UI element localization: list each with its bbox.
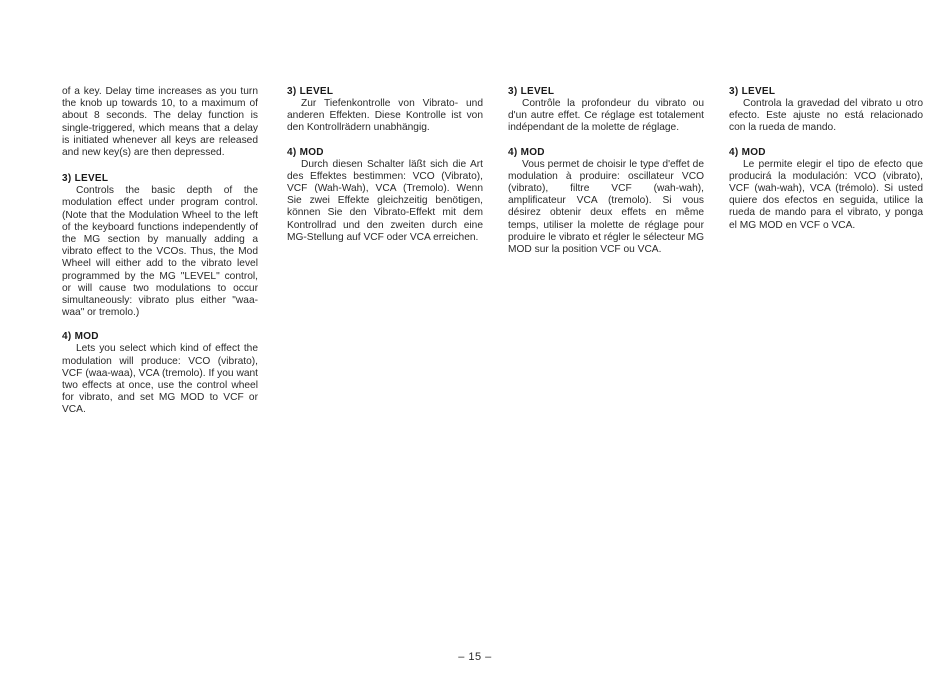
- spanish-level-heading: 3) LEVEL: [729, 86, 776, 97]
- spanish-level-text: Controla la gravedad del vibrato u otro efecto. Este ajuste no está relacionado con la rueda de mando.: [729, 98, 923, 134]
- german-column: [287, 86, 483, 256]
- delay-continuation: [62, 86, 258, 159]
- french-column: [508, 86, 704, 268]
- english-level-text: Controls the basic depth of the modulation effect under program control. (Note that the Modulation Wheel to the left of the keyboard functions independently of the MG section by manually adding a vibrato effect to the VCOs. Thus, the Mod Wheel will either add to the vibrato level programmed by the MG "LEVEL" control, or will cause two modulations to occur simultaneously: vibrato plus either "waa-waa" or tremolo.): [62, 185, 258, 319]
- german-level-text: Zur Tiefenkontrolle von Vibrato- und anderen Effekten. Diese Kontrolle ist von den Kontrollrädern unabhängig.: [287, 98, 483, 134]
- french-mod-text: Vous permet de choisir le type d'effet de modulation à produire: oscillateur VCO (vibrato), filtre VCF (wah-wah), amplificateur VCA (tremolo). Si vous désirez obtenir deux effets en même temps, utiliser la molette de réglage pour produire le vibrato et régler le sélecteur MG MOD sur la position VCF ou VCA.: [508, 158, 704, 256]
- spanish-column: [729, 86, 923, 244]
- delay-continuation-text: of a key. Delay time increases as you turn the knob up towards 10, to a maximum of about 8 seconds. The delay function is single-triggered, which means that a delay is initiated whenever all keys are released and new key(s) are then depressed.: [62, 86, 258, 159]
- spanish-level-section: [729, 86, 923, 135]
- english-column: [62, 86, 258, 429]
- english-mod-text: Lets you select which kind of effect the modulation will produce: VCO (vibrato), VCF (waa-waa), VCA (tremolo). If you want two effects at once, use the control wheel for vibrato, and set MG MOD to VCF or VCA.: [62, 343, 258, 416]
- french-level-section: [508, 86, 704, 135]
- german-mod-text: Durch diesen Schalter läßt sich die Art des Effektes bestimmen: VCO (Vibrato), VCF (Wah-Wah), VCA (Tremolo). Wenn Sie zwei Effekte gleichzeitig benötigen, können Sie den Vibrato-Effekt mit dem Kontrollrad und den zweiten durch eine MG-Stellung auf VCF oder VCA erreichen.: [287, 158, 483, 243]
- english-level-section: [62, 173, 258, 319]
- page-number: – 15 –: [458, 651, 492, 663]
- german-mod-heading: 4) MOD: [287, 146, 324, 158]
- german-level-section: [287, 86, 483, 135]
- french-mod-heading: 4) MOD: [508, 146, 545, 158]
- german-mod-section: [287, 147, 483, 244]
- french-mod-section: [508, 147, 704, 257]
- english-mod-heading: 4) MOD: [62, 331, 99, 343]
- french-level-text: Contrôle la profondeur du vibrato ou d'un autre effet. Ce réglage est totalement indépendant de la molette de réglage.: [508, 98, 704, 134]
- spanish-mod-section: [729, 147, 923, 232]
- english-mod-section: [62, 331, 258, 416]
- french-level-heading: 3) LEVEL: [508, 86, 555, 97]
- spanish-mod-heading: 4) MOD: [729, 146, 766, 158]
- english-level-heading: 3) LEVEL: [62, 173, 109, 185]
- spanish-mod-text: Le permite elegir el tipo de efecto que producirá la modulación: VCO (vibrato), VCF (wah-wah), VCA (trémolo). Si usted quiere dos efectos en seguida, utilice la rueda de mando para el vibrato, y ponga el MG MOD en VCF o VCA.: [729, 158, 923, 231]
- german-level-heading: 3) LEVEL: [287, 86, 334, 97]
